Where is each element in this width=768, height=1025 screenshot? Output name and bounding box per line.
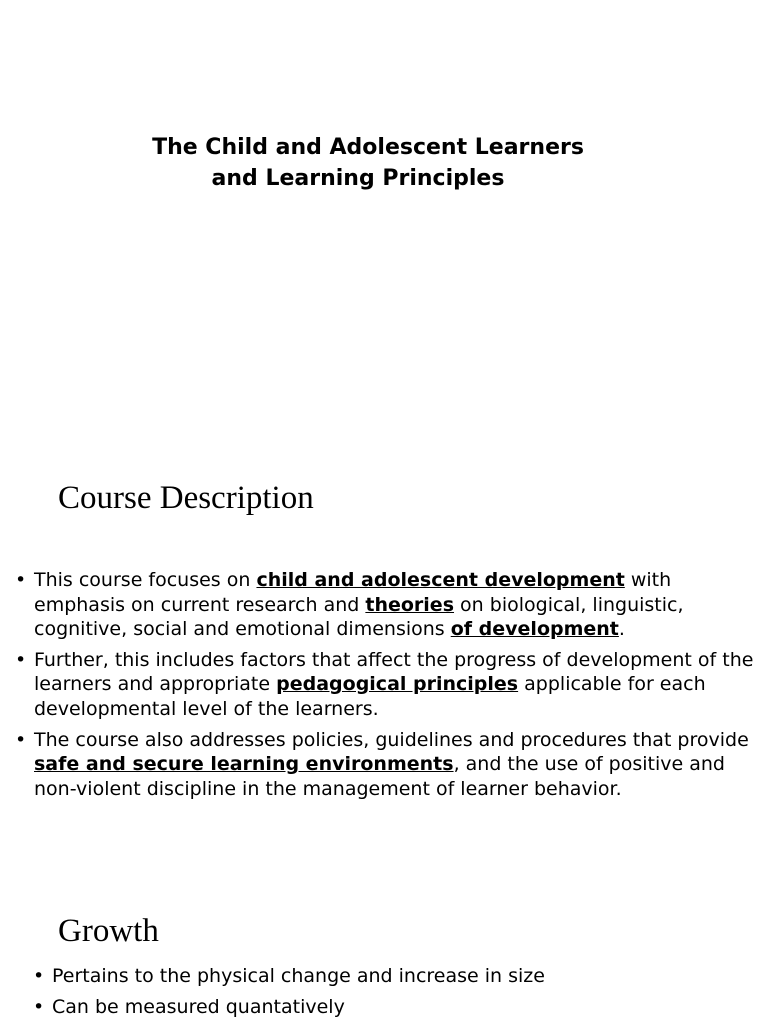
list-item: • Can be measured quantatively — [33, 995, 753, 1020]
text-segment: with emphasis on current research and — [34, 569, 672, 616]
page-title — [0, 132, 768, 194]
emphasis-text: of development — [450, 618, 619, 641]
page-title-line-1: The Child and Adolescent Learners — [152, 135, 584, 160]
growth-heading: Growth — [58, 913, 159, 949]
growth-list — [33, 964, 753, 1025]
text-segment: applicable for each developmental level of the learners. — [34, 673, 706, 720]
text-segment: The course also addresses policies, guidelines and procedures that provide — [34, 728, 749, 751]
text-segment: Further, this includes factors that affect the progress of development of the learners and appropriate — [34, 648, 754, 696]
text-segment: on biological, linguistic, cognitive, social and emotional dimensions — [34, 593, 684, 641]
list-item — [15, 648, 755, 722]
list-item: • Pertains to the physical change and increase in size — [33, 964, 753, 989]
emphasis-text: child and adolescent development — [256, 569, 625, 591]
course-description-list — [15, 568, 755, 807]
text-segment: . — [618, 618, 625, 641]
text-segment: This course focuses on — [34, 569, 257, 591]
emphasis-text: pedagogical principles — [276, 673, 519, 696]
list-item — [15, 568, 755, 642]
emphasis-text: theories — [365, 593, 455, 616]
course-description-heading: Course Description — [58, 480, 314, 516]
text-segment: , and the use of positive and non-violent discipline in the management of learner behavior. — [34, 753, 725, 800]
page-title-line-2: and Learning Principles — [211, 166, 505, 191]
emphasis-text: safe and secure learning environments — [34, 753, 454, 776]
list-item — [15, 728, 755, 802]
